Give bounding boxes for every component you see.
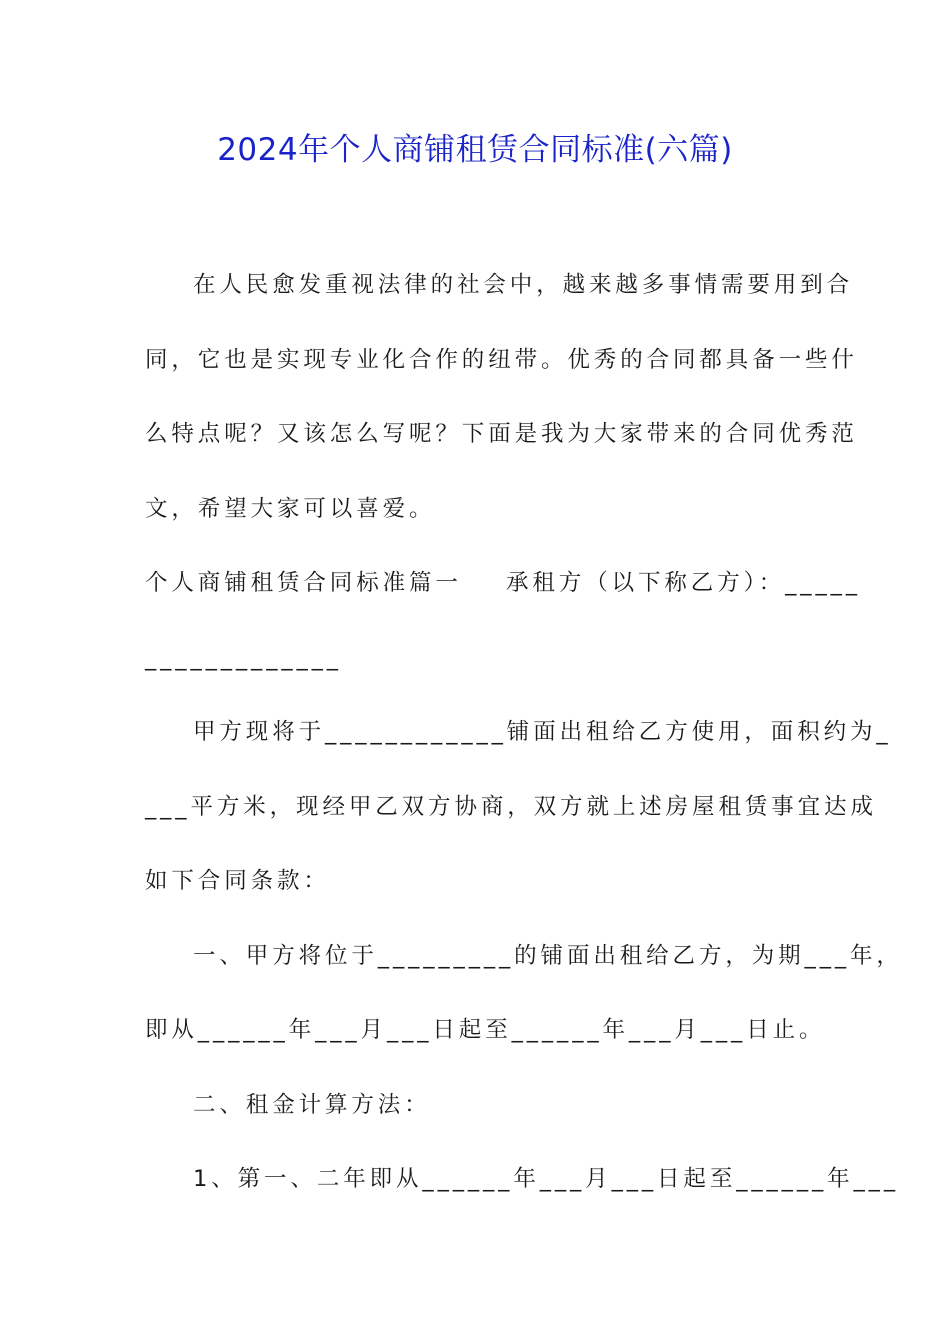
clause-line: 即从______年___月___日起至______年___月___日止。: [145, 1017, 826, 1043]
paragraph-line: _____________: [145, 645, 342, 671]
paragraph-line: 如下合同条款：: [145, 868, 330, 894]
paragraph-line: ___平方米，现经甲乙双方协商，双方就上述房屋租赁事宜达成: [145, 794, 877, 820]
document-title: 2024年个人商铺租赁合同标准(六篇): [217, 132, 733, 168]
paragraph-line: 文，希望大家可以喜爱。: [145, 496, 436, 522]
clause-line: 1、第一、二年即从______年___月___日起至______年___: [193, 1166, 899, 1192]
paragraph-line: 么特点呢？又该怎么写呢？下面是我为大家带来的合同优秀范: [145, 421, 858, 447]
paragraph-line: 同，它也是实现专业化合作的纽带。优秀的合同都具备一些什: [145, 347, 858, 373]
section-heading-line: 个人商铺租赁合同标准篇一 承租方（以下称乙方）：_____: [145, 570, 861, 596]
paragraph-line: 甲方现将于____________铺面出租给乙方使用，面积约为_: [193, 719, 892, 745]
clause-heading: 二、租金计算方法：: [193, 1092, 431, 1118]
clause-line: 一、甲方将位于_________的铺面出租给乙方，为期___年，: [193, 943, 903, 969]
paragraph-line: 在人民愈发重视法律的社会中，越来越多事情需要用到合: [193, 272, 854, 298]
